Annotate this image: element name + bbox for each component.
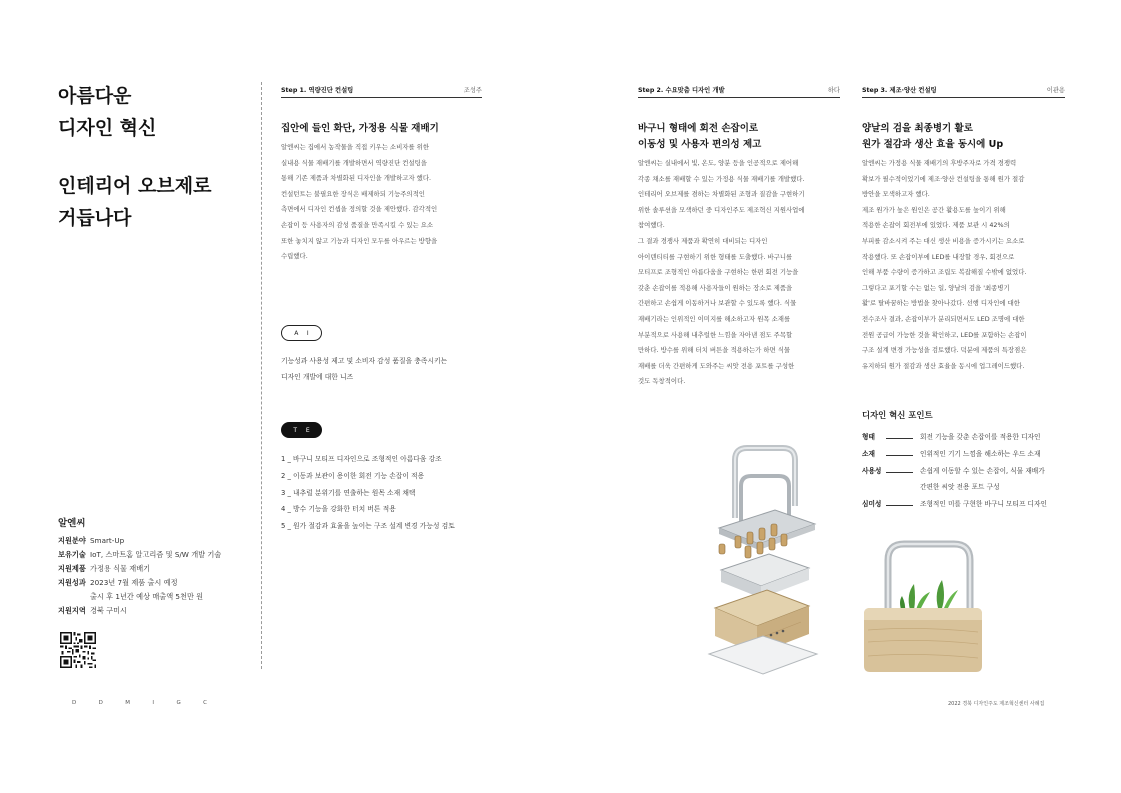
design-point-key: 사용성: [862, 466, 882, 475]
design-point-indent: [862, 479, 920, 496]
body-line: 모티프로 조형적인 아름다움을 구현하는 한편 회전 기능을: [638, 268, 799, 277]
te-list: [281, 451, 455, 535]
body-line: 부분적으로 사용해 내추럴한 느낌을 자아낸 점도 주목할: [638, 330, 793, 339]
footer-letter: I: [152, 700, 155, 706]
body-line: 유지하되 원가 절감과 생산 효율을 동시에 업그레이드했다.: [862, 361, 1025, 370]
ai-text: [281, 354, 447, 385]
design-point-key: 형태: [862, 433, 875, 441]
design-point-row: [862, 496, 1047, 513]
design-point-row: [862, 479, 1047, 496]
list-item: 4 _ 방수 기능을 강화한 터치 버튼 적용: [281, 505, 396, 514]
body-line: 또한 놓치지 않고 기능과 디자인 모두를 아우르는 방향을: [281, 236, 438, 245]
headline: [58, 80, 211, 234]
body-line: 참여했다.: [638, 221, 665, 230]
assembled-product-illustration: [858, 538, 988, 678]
step1-body: [281, 140, 437, 265]
footer-letter: C: [203, 700, 207, 706]
step2-title-line: 이동성 및 사용자 편의성 제고: [638, 139, 762, 150]
body-line: 적용한 손잡이 회전부에 있었다. 제품 보관 시 42%의: [862, 221, 1010, 230]
body-line: 그 결과 경쟁사 제품과 확연히 대비되는 디자인: [638, 236, 768, 245]
body-line: 재배를 더욱 간편하게 도와주는 씨앗 전용 포트를 구성한: [638, 361, 795, 370]
ai-text-line: 디자인 개발에 대한 니즈: [281, 372, 354, 381]
step2-body: [638, 156, 805, 390]
footer-letter: M: [125, 700, 131, 706]
step3-label: Step 3. 제조·양산 컨설팅: [862, 87, 937, 94]
step1-header: [281, 84, 482, 98]
step3-author: 이관용: [1046, 87, 1065, 94]
body-line: 실내용 식물 재배기를 개발하면서 역량진단 컨설팅을: [281, 158, 427, 167]
step2-title: [638, 121, 761, 153]
body-line: 전수조사 결과, 손잡이부가 분리되면서도 LED 조명에 대한: [862, 314, 1025, 323]
design-point-text: 간편한 씨앗 전용 포트 구성: [920, 483, 1000, 492]
step2-author: 하다: [827, 87, 840, 94]
list-item: 3 _ 내추럴 분위기를 연출하는 원목 소재 채택: [281, 488, 416, 497]
step2-title-line: 바구니 형태에 회전 손잡이로: [638, 123, 759, 134]
step1-author: 조성주: [463, 87, 482, 94]
body-line: 만하다. 방수를 위해 터치 버튼을 적용하는가 하면 식물: [638, 346, 791, 355]
body-line: 방안을 모색하고자 했다.: [862, 190, 930, 199]
design-point-rule: [886, 496, 913, 506]
body-line: 각종 채소를 재배할 수 있는 가정용 식물 재배기를 개발했다.: [638, 174, 805, 183]
design-point-text: 회전 기능을 갖춘 손잡이를 적용한 디자인: [920, 433, 1041, 441]
body-line: 측면에서 디자인 컨셉을 정의할 것을 제안했다. 감각적인: [281, 205, 438, 214]
info-value: IoT, 스마트홈 알고리즘 및 S/W 개발 기술: [90, 550, 222, 559]
body-line: 알엔씨는 집에서 농작물을 직접 키우는 소비자를 위한: [281, 143, 430, 151]
body-line: 수립했다.: [281, 252, 308, 261]
design-point-row: [862, 463, 1047, 480]
design-points-list: [862, 429, 1047, 513]
company-info-table: [58, 534, 221, 618]
step3-title-line: 양날의 검을 최종병기 활로: [862, 123, 973, 134]
step2-header: [638, 84, 840, 98]
info-key: 지원분야: [58, 536, 86, 545]
design-point-text: 조형적인 미를 구현한 바구니 모티프 디자인: [920, 500, 1047, 509]
te-pill-letter: E: [305, 426, 310, 434]
design-point-key: 심미성: [862, 500, 882, 509]
ai-pill-letter: A: [294, 329, 299, 337]
body-line: 부피를 감소시켜 주는 대신 생산 비용을 증가시키는 요소로: [862, 236, 1025, 245]
body-line: 그렇다고 포기할 수는 없는 일, 양날의 검을 '최종병기: [862, 283, 1010, 292]
company-name: 알엔씨: [58, 518, 86, 529]
step3-title: [862, 121, 1003, 153]
step1-label: Step 1. 역량진단 컨설팅: [281, 87, 354, 94]
list-item: 1 _ 바구니 모티프 디자인으로 조형적인 아름다움 강조: [281, 455, 442, 463]
info-key: 지원지역: [58, 606, 86, 615]
te-pill-letter: T: [293, 426, 298, 434]
step3-title-line: 원가 절감과 생산 효율 동시에 Up: [862, 139, 1004, 150]
qr-code-icon[interactable]: [60, 632, 96, 668]
footer-letter: D: [72, 700, 77, 706]
body-line: 확보가 필수적이었기에 제조·양산 컨설팅을 통해 원가 절감: [862, 174, 1025, 183]
column-divider: [261, 82, 262, 669]
body-line: 전원 공급이 가능한 것을 확인하고, LED를 포함하는 손잡이: [862, 330, 1027, 339]
step3-header: [862, 84, 1065, 98]
body-line: 아이덴티티를 구현하기 위한 형태를 도출했다. 바구니를: [638, 252, 793, 261]
body-line: 손잡이 등 사용자의 감성 품질을 만족시킬 수 있는 요소: [281, 220, 434, 229]
design-point-text: 인위적인 기기 느낌을 해소하는 우드 소재: [920, 449, 1041, 458]
ai-pill: [281, 325, 322, 341]
body-line: 위한 솔루션을 모색하던 중 디자인주도 제조혁신 지원사업에: [638, 205, 805, 214]
design-points-title: 디자인 혁신 포인트: [862, 410, 933, 420]
body-line: 작용했다. 또 손잡이부에 LED를 내장할 경우, 회전으로: [862, 252, 1015, 261]
body-line: 것도 독창적이다.: [638, 377, 686, 386]
list-item: 2 _ 이동과 보관이 용이한 회전 기능 손잡이 적용: [281, 471, 425, 480]
design-point-row: [862, 429, 1047, 446]
list-item: 5 _ 원가 절감과 효율을 높이는 구조 설계 변경 가능성 검토: [281, 522, 455, 531]
design-point-rule: [886, 429, 913, 439]
body-line: 구조 설계 변경 가능성을 검토했다. 덕분에 제품의 특장점은: [862, 346, 1027, 355]
body-line: 알엔씨는 실내에서 빛, 온도, 양분 등을 인공적으로 제어해: [638, 159, 799, 167]
ai-text-line: 기능성과 사용성 제고 및 소비자 감성 품질을 충족시키는: [281, 357, 448, 365]
info-value: 경북 구미시: [90, 606, 128, 615]
headline-line-1: 아름다운: [58, 85, 132, 107]
info-row: [58, 576, 221, 590]
exploded-product-illustration: [705, 440, 825, 680]
body-line: 간편하고 손쉽게 이동하거나 보관할 수 있도록 했다. 식물: [638, 299, 797, 308]
design-point-rule: [886, 463, 913, 473]
info-row: [58, 590, 221, 604]
info-key: 지원제품: [58, 564, 86, 573]
footer-letter: D: [98, 700, 103, 706]
design-point-text: 손쉽게 이동할 수 있는 손잡이, 식물 재배가: [920, 466, 1045, 475]
step3-body: [862, 156, 1027, 374]
footer-caption: 2022 경북 디자인주도 제조혁신센터 사례집: [948, 701, 1045, 707]
body-line: 갖춘 손잡이를 적용해 사용자들이 원하는 장소로 제품을: [638, 283, 793, 292]
step2-label: Step 2. 수요맞춤 디자인 개발: [638, 87, 725, 94]
info-row: [58, 562, 221, 576]
info-key: [58, 590, 90, 604]
headline-line-3: 인테리어 오브제로: [58, 175, 212, 197]
body-line: 활'로 탈바꿈하는 방법을 찾아나갔다. 선행 디자인에 대한: [862, 299, 1020, 308]
ai-pill-letter: I: [306, 329, 309, 337]
design-point-key: 소재: [862, 449, 875, 458]
body-line: 제조 원가가 높은 원인은 공간 활용도를 높이기 위해: [862, 205, 1006, 214]
body-line: 알엔씨는 가정용 식물 재배기의 후방주자로 가격 경쟁력: [862, 159, 1017, 167]
info-key: 지원성과: [58, 578, 86, 587]
info-row: [58, 604, 221, 618]
te-pill: [281, 422, 322, 438]
body-line: 컨설턴트는 불필요한 장식은 배제하되 기능주의적인: [281, 189, 425, 198]
footer-letter: G: [176, 700, 181, 706]
step1-title: 집안에 들인 화단, 가정용 식물 재배기: [281, 123, 439, 134]
headline-line-2: 디자인 혁신: [58, 117, 157, 139]
headline-line-4: 거듭나다: [58, 207, 132, 229]
info-row: [58, 534, 221, 548]
info-key: 보유기술: [58, 550, 86, 559]
body-line: 통해 기존 제품과 차별화된 디자인을 개발하고자 했다.: [281, 174, 432, 183]
info-row: [58, 548, 221, 562]
info-value: Smart-Up: [90, 536, 125, 545]
design-point-row: [862, 446, 1047, 463]
body-line: 재배기라는 인위적인 이미지를 해소하고자 원목 소재를: [638, 314, 791, 323]
info-value: 2023년 7월 제품 출시 예정: [90, 578, 178, 587]
footer-letters: [72, 700, 207, 706]
design-point-rule: [886, 446, 913, 456]
body-line: 인해 부품 수량이 증가하고 조립도 복잡해질 수밖에 없었다.: [862, 268, 1027, 277]
info-value: 출시 후 1년간 예상 매출액 5천만 원: [90, 592, 204, 601]
info-value: 가정용 식물 재배기: [90, 564, 151, 573]
body-line: 인테리어 오브제를 겸하는 차별화된 조형과 질감을 구현하기: [638, 190, 805, 199]
